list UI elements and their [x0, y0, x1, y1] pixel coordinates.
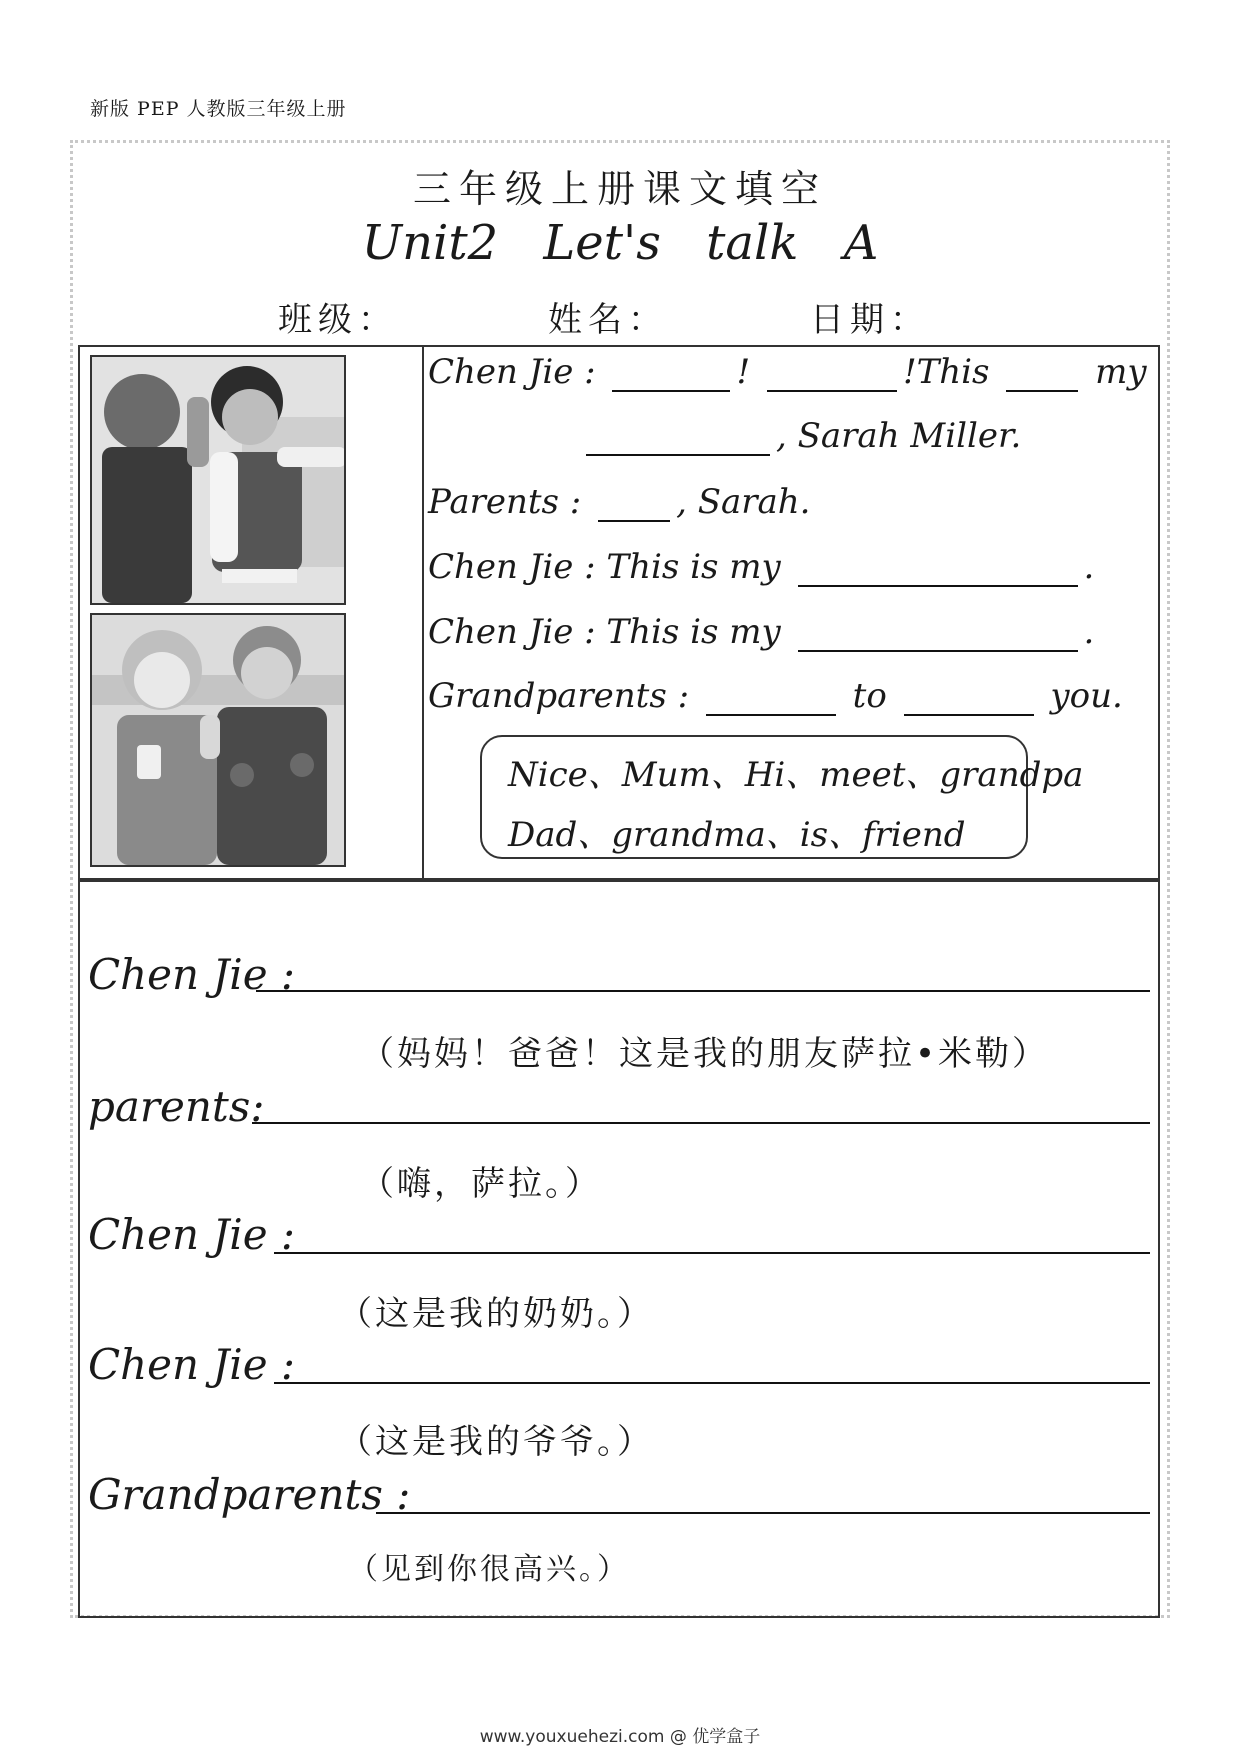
answer-line-1[interactable] — [256, 990, 1150, 992]
sarah-miller-text: , Sarah Miller. — [776, 416, 1022, 456]
blank-1[interactable] — [612, 356, 730, 392]
answer-line-4[interactable] — [274, 1382, 1150, 1384]
speaker-grandparents: Grandparents : — [428, 676, 690, 716]
speaker-parents: Parents : — [428, 482, 582, 522]
footer-watermark: www.youxuehezi.com @ 优学盒子 — [479, 1727, 761, 1747]
dialogue-line-1 — [428, 352, 1147, 392]
hint-4: （这是我的爷爷。） — [338, 1422, 654, 1462]
illustration-grandparents — [90, 613, 346, 867]
exclamation-mark: ! — [736, 352, 751, 392]
blank-3[interactable] — [1006, 356, 1078, 392]
column-divider — [422, 347, 424, 878]
dialogue-line-4 — [428, 547, 1094, 587]
date-label: 日期： — [810, 300, 930, 340]
row-label-2: parents: — [88, 1082, 265, 1131]
row-label-3: Chen Jie : — [88, 1210, 296, 1259]
illustration-children — [90, 355, 346, 605]
name-label: 姓名： — [548, 300, 668, 340]
answer-line-5[interactable] — [376, 1512, 1150, 1514]
blank-5[interactable] — [598, 486, 670, 522]
dialogue-line-2 — [580, 416, 1021, 456]
sarah-text: , Sarah. — [676, 482, 811, 522]
speaker-chen-jie: Chen Jie : — [428, 352, 596, 392]
word-this: This — [916, 352, 990, 392]
row-label-4: Chen Jie : — [88, 1340, 296, 1389]
word-you: you. — [1050, 676, 1123, 716]
word-my: my — [1095, 352, 1147, 392]
row-label-1: Chen Jie : — [88, 950, 296, 999]
word-bank-box — [480, 735, 1084, 859]
unit-title: Unit2 Let's talk A — [361, 215, 879, 271]
hint-3: （这是我的奶奶。） — [338, 1294, 654, 1334]
hint-1: （妈妈！爸爸！这是我的朋友萨拉•米勒） — [360, 1034, 1050, 1074]
dialogue-line-5 — [428, 612, 1094, 652]
dialogue-line-6 — [428, 676, 1123, 716]
header-note: 新版 PEP 人教版三年级上册 — [90, 98, 347, 120]
class-label: 班级： — [278, 300, 398, 340]
word-to: to — [852, 676, 887, 716]
period: . — [1083, 547, 1095, 587]
exclamation-mark: ! — [902, 352, 917, 392]
hint-2: （嗨，萨拉。） — [360, 1164, 602, 1204]
dialogue-line-3 — [428, 482, 810, 522]
blank-8[interactable] — [706, 680, 836, 716]
blank-9[interactable] — [904, 680, 1034, 716]
hint-5: （见到你很高兴。） — [348, 1552, 630, 1587]
blank-2[interactable] — [767, 356, 897, 392]
row-label-5: Grandparents : — [88, 1470, 411, 1519]
speaker-chen-jie: Chen Jie : This is my — [428, 612, 781, 652]
word-bank-line-2: Dad、grandma、is、friend — [508, 815, 966, 855]
blank-4[interactable] — [586, 420, 770, 456]
worksheet-title: 三年级上册课文填空 — [412, 167, 827, 211]
word-bank-line-1: Nice、Mum、Hi、meet、grandpa — [508, 755, 1084, 795]
answer-line-3[interactable] — [274, 1252, 1150, 1254]
blank-7[interactable] — [798, 616, 1078, 652]
speaker-chen-jie: Chen Jie : This is my — [428, 547, 781, 587]
blank-6[interactable] — [798, 551, 1078, 587]
period: . — [1083, 612, 1095, 652]
answer-line-2[interactable] — [252, 1122, 1150, 1124]
